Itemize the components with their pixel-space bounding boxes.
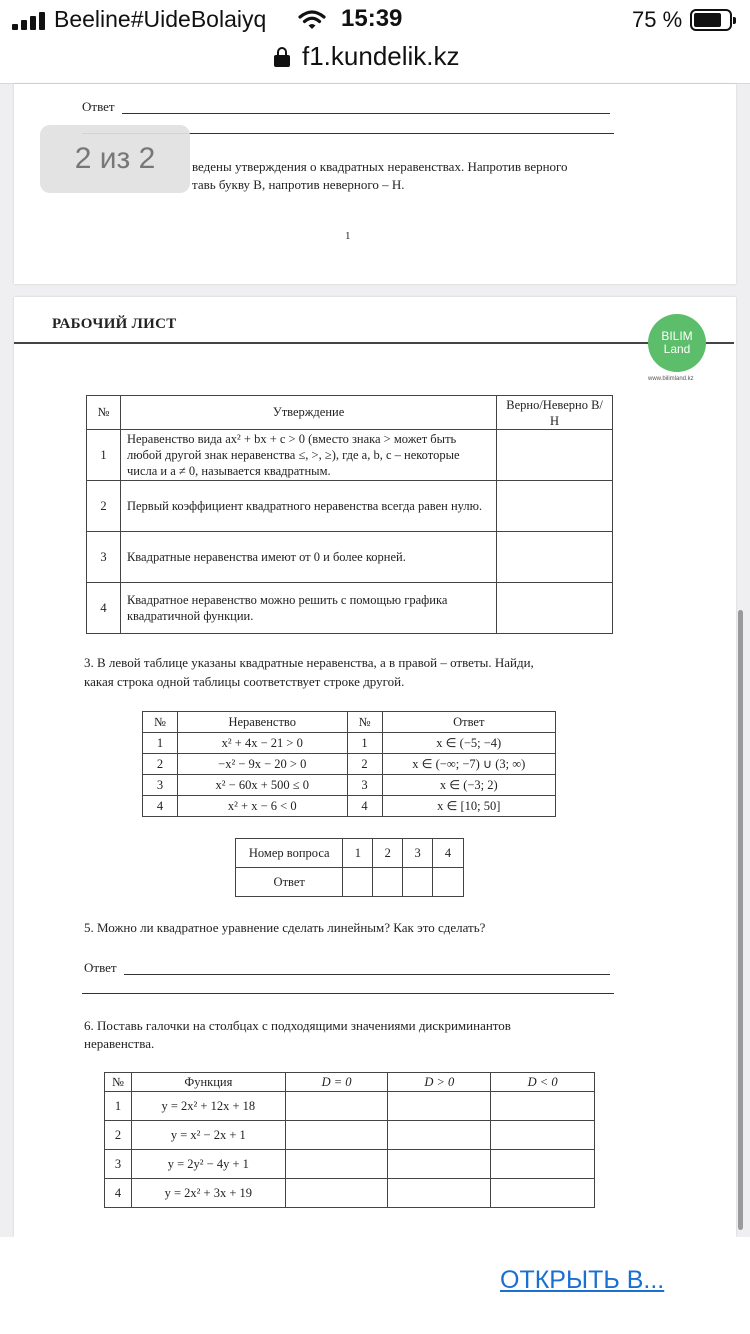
- cellular-signal-icon: [12, 10, 48, 30]
- table-row: 3 x² − 60x + 500 ≤ 0 3 x ∈ (−3; 2): [143, 775, 556, 796]
- table-row: 2 −x² − 9x − 20 > 0 2 x ∈ (−∞; −7) ∪ (3; ∞): [143, 754, 556, 775]
- answer-cell: [497, 532, 613, 583]
- answer-label: Ответ: [82, 99, 115, 114]
- table-row: 3 y = 2y² − 4y + 1: [105, 1150, 595, 1179]
- open-in-link[interactable]: ОТКРЫТЬ В...: [500, 1266, 665, 1294]
- question-text: тавь букву В, напротив неверного – Н.: [192, 177, 405, 192]
- table-row: 2 Первый коэффициент квадратного неравенства всегда равен нулю.: [87, 481, 613, 532]
- carrier-name: Beeline#UideBolaiyq: [54, 6, 267, 32]
- answer-underline: [124, 974, 610, 975]
- question-6-text: 6. Поставь галочки на столбцах с подходящими значениями дискриминантов: [84, 1018, 511, 1033]
- status-bar: [0, 0, 750, 40]
- address-bar[interactable]: [0, 40, 750, 84]
- logo-url: www.bilimland.kz: [648, 376, 694, 382]
- bilimland-logo: BILIM Land: [648, 314, 706, 372]
- inequalities-table: № Неравенство № Ответ 1 x² + 4x − 21 > 0 1 x ∈ (−5; −4) 2 −x² − 9x − 20 > 0 2 x ∈ (−∞; −7) ∪ (3; ∞) 3 x² − 60x + 500 ≤ 0 3 x ∈ (−3; 2) 4 x² + x − 6 < 0 4 x ∈ [10; 50]: [142, 711, 556, 817]
- discriminant-table: № Функция D = 0 D > 0 D < 0 1 y = 2x² + 12x + 18 2 y = x² − 2x + 1 3 y = 2y² − 4y + 1 4 y = 2x² + 3x + 19: [104, 1072, 595, 1208]
- wifi-icon: [298, 9, 326, 31]
- table-row: 1 y = 2x² + 12x + 18: [105, 1092, 595, 1121]
- scrollbar[interactable]: [738, 610, 743, 1230]
- question-3-text: 3. В левой таблице указаны квадратные неравенства, а в правой – ответы. Найди,: [84, 655, 534, 670]
- table-row: 3 Квадратные неравенства имеют от 0 и более корней.: [87, 532, 613, 583]
- page-number: 1: [345, 230, 351, 242]
- column-header: Утверждение: [120, 396, 496, 430]
- answer-cell: [497, 583, 613, 634]
- column-header: Верно/Неверно В/Н: [497, 396, 613, 430]
- bottom-bar: [0, 1237, 750, 1334]
- table-row: Номер вопроса 1 2 3 4: [236, 839, 464, 868]
- match-table: [235, 838, 464, 897]
- url-text[interactable]: f1.kundelik.kz: [302, 41, 460, 71]
- answer-cell: [497, 430, 613, 481]
- statements-table: [86, 395, 613, 634]
- table-row: 4 y = 2x² + 3x + 19: [105, 1179, 595, 1208]
- table-row: 1 Неравенство вида ax² + bx + c > 0 (вместо знака > может быть любой другой знак неравенства ≤, >, ≥), где a, b, c – некоторые числа и a ≠ 0, называется квадратным.: [87, 430, 613, 481]
- column-header: №: [87, 396, 121, 430]
- title-divider: [14, 342, 734, 344]
- clock: 15:39: [341, 5, 403, 32]
- document-page-2: [14, 297, 736, 1237]
- table-row: 2 y = x² − 2x + 1: [105, 1121, 595, 1150]
- table-row: 1 x² + 4x − 21 > 0 1 x ∈ (−5; −4): [143, 733, 556, 754]
- page-indicator: 2 из 2: [40, 125, 190, 193]
- answer-underline: [82, 993, 614, 994]
- question-5-text: 5. Можно ли квадратное уравнение сделать линейным? Как это сделать?: [84, 920, 486, 935]
- table-row: Ответ: [236, 868, 464, 897]
- lock-icon: [274, 47, 290, 67]
- question-text: ведены утверждения о квадратных неравенствах. Напротив верного: [192, 159, 568, 174]
- battery-icon: [690, 9, 732, 31]
- question-6-text: неравенства.: [84, 1036, 155, 1051]
- table-row: 4 Квадратное неравенство можно решить с помощью графика квадратичной функции.: [87, 583, 613, 634]
- worksheet-title: РАБОЧИЙ ЛИСТ: [52, 316, 177, 332]
- question-3-text: какая строка одной таблицы соответствует строке другой.: [84, 674, 405, 689]
- answer-underline: [122, 113, 610, 114]
- battery-percent: 75 %: [632, 7, 683, 32]
- answer-label: Ответ: [84, 960, 117, 975]
- answer-cell: [497, 481, 613, 532]
- table-row: 4 x² + x − 6 < 0 4 x ∈ [10; 50]: [143, 796, 556, 817]
